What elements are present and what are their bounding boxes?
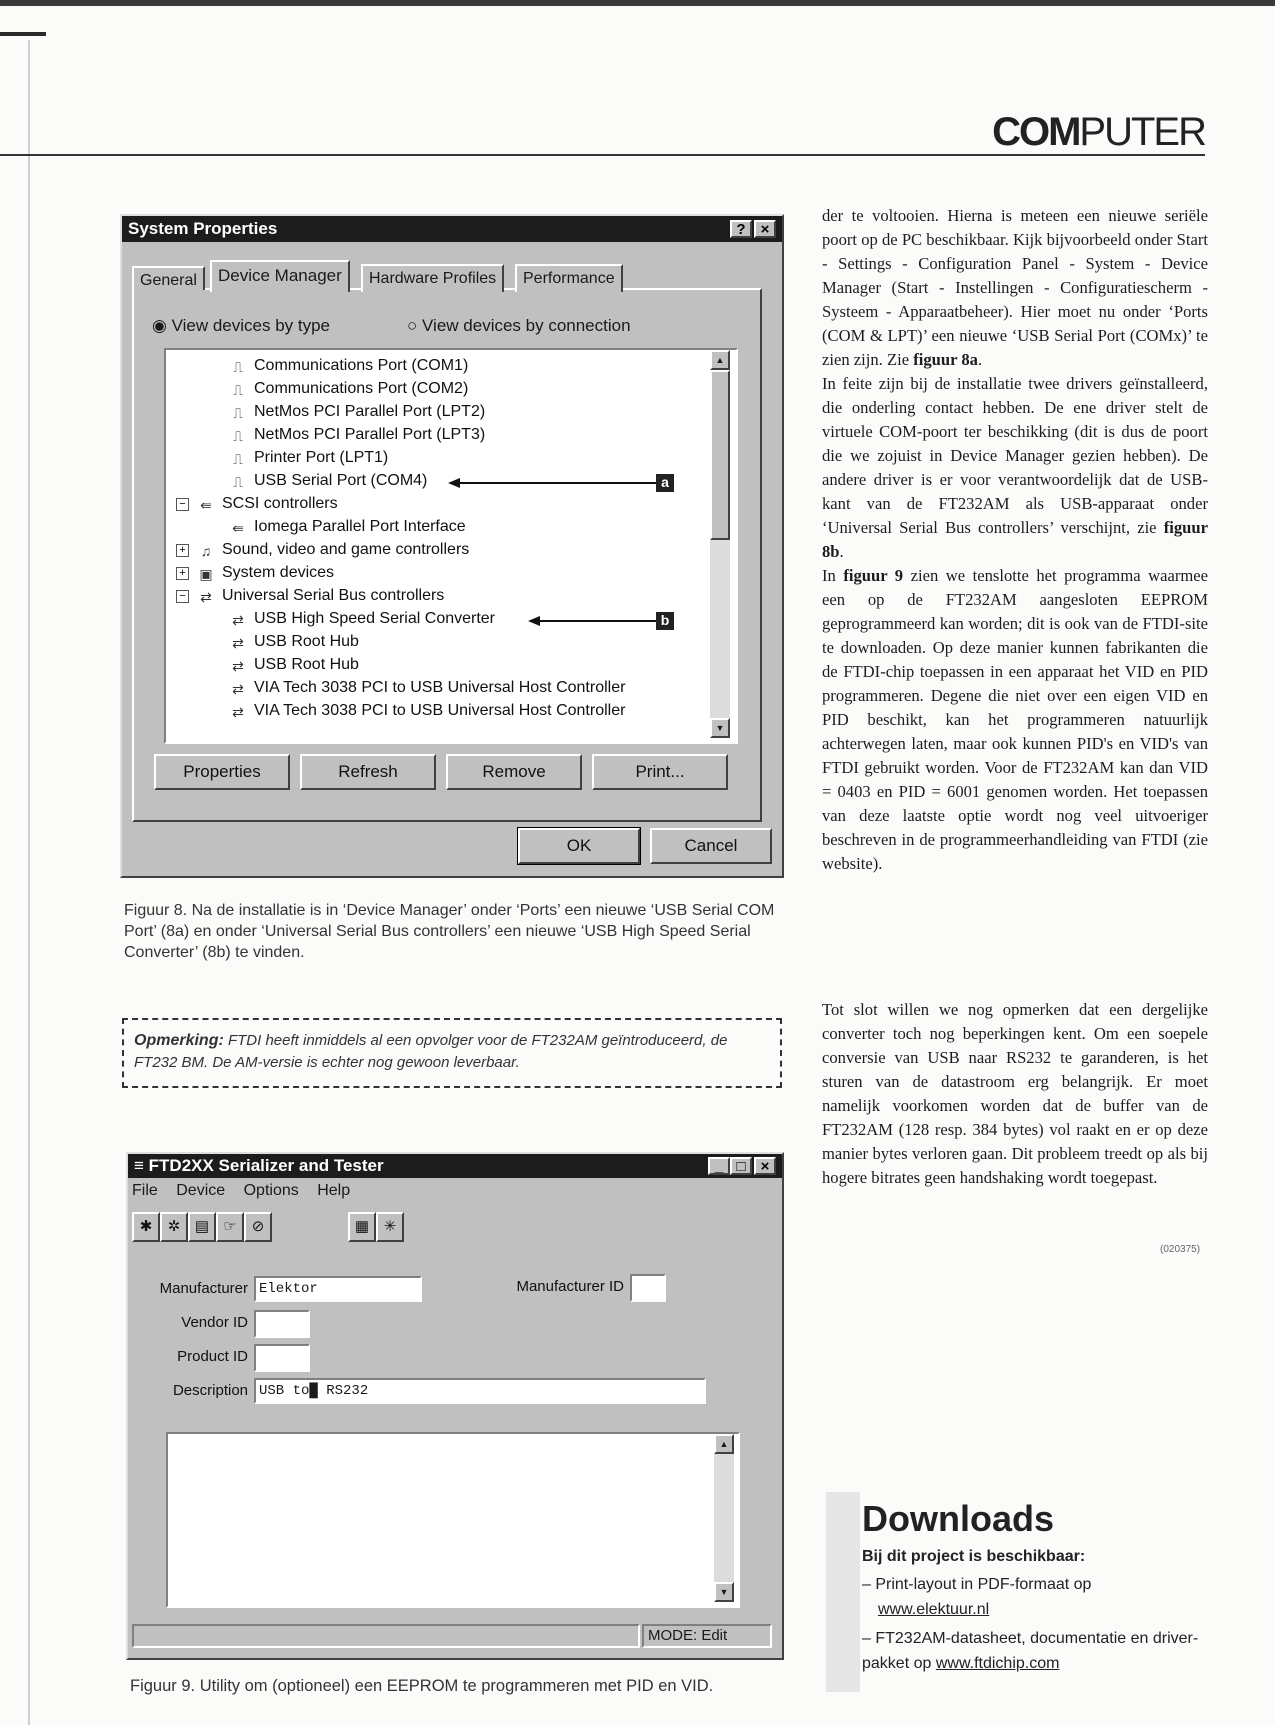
close-button[interactable]: ×	[754, 1157, 776, 1175]
print-button[interactable]: Print...	[592, 754, 728, 790]
output-textarea[interactable]	[166, 1432, 740, 1608]
tree-item-usb-controllers[interactable]: ⇄ Universal Serial Bus controllers	[196, 586, 444, 606]
port-icon: ⎍	[233, 451, 243, 467]
radio-view-by-type[interactable]	[152, 316, 330, 336]
status-bar-left	[132, 1624, 640, 1648]
toolbar	[132, 1212, 772, 1244]
page-binding-edge	[28, 40, 30, 1725]
port-icon: ⎍	[233, 428, 243, 444]
scroll-up-button[interactable]: ▲	[714, 1434, 734, 1454]
tree-item-usb-converter[interactable]: ⇄ USB High Speed Serial Converter	[228, 609, 495, 629]
manufacturer-label: Manufacturer	[159, 1280, 248, 1297]
tab-device-manager[interactable]: Device Manager	[210, 260, 350, 292]
port-icon: ⎍	[233, 382, 243, 398]
tree-item-usb-serial-port[interactable]: ⎍ USB Serial Port (COM4)	[228, 471, 427, 491]
scroll-down-button[interactable]: ▼	[714, 1582, 734, 1602]
downloads-band	[826, 1492, 860, 1692]
refresh-button[interactable]: Refresh	[300, 754, 436, 790]
download-item: – Print-layout in PDF-formaat op www.elektuur.nl	[862, 1576, 1092, 1618]
ok-button[interactable]: OK	[518, 828, 640, 864]
tool-read-icon[interactable]: ▦	[348, 1212, 376, 1242]
article-paragraph: Tot slot willen we nog opmerken dat een dergelijke converter toch nog beperkingen kent. Om een soepele conversie van USB naar RS232 te garanderen, is het sturen van de datastroom erg belangrijk. Er moet namelijk voorkomen worden dat de buffer van de FT232AM (128 resp. 384 bytes) vol raakt en er op deze manier bytes verloren gaan. Dit probleem treedt op als bij hogere bitrates geen handshaking wordt toegepast.	[822, 1000, 1208, 1187]
page-top-bar	[0, 0, 1275, 6]
window-title: System Properties	[128, 219, 278, 238]
expand-toggle[interactable]: +	[176, 544, 189, 557]
expand-toggle[interactable]: +	[176, 567, 189, 580]
radio-connection-label: View devices by connection	[422, 316, 631, 335]
article-column-closing	[822, 998, 1208, 1190]
remark-text: FTDI heeft inmiddels al een opvolger voor de FT232AM geïntroduceerd, de FT232 BM. De AM-versie is echter nog gewoon leverbaar.	[134, 1032, 728, 1071]
section-brand: COMPUTER	[992, 110, 1205, 154]
header-rule	[0, 154, 1205, 156]
tree-item[interactable]: ⎍ Communications Port (COM2)	[228, 379, 468, 399]
vertical-scrollbar[interactable]	[710, 350, 730, 738]
tool-program-icon[interactable]: ▤	[188, 1212, 216, 1242]
ftdichip-link[interactable]: www.ftdichip.com	[935, 1655, 1060, 1672]
cancel-button[interactable]: Cancel	[650, 828, 772, 864]
scroll-down-button[interactable]: ▼	[710, 718, 730, 738]
radio-type-label: View devices by type	[171, 316, 331, 335]
article-paragraph: In feite zijn bij de installatie twee drivers geïnstalleerd, die onderling contact hebben. De ene driver stelt de virtuele COM-poort ter beschikking (dit is dus de poort die we zojuist in Device Manager gezien hebben). De andere driver is er voor verantwoordelijk dat de USB-kant van de FT232AM als USB-apparaat onder ‘Universal Serial Bus controllers’ verschijnt, zie figuur 8b.	[822, 374, 1208, 561]
tree-item[interactable]: ⇄ USB Root Hub	[228, 655, 359, 675]
product-id-field[interactable]	[254, 1344, 310, 1372]
vertical-scrollbar[interactable]	[714, 1434, 734, 1602]
collapse-toggle[interactable]: −	[176, 590, 189, 603]
callout-a-line	[458, 482, 656, 484]
tab-hardware-profiles[interactable]: Hardware Profiles	[361, 264, 504, 292]
remark-box	[122, 1018, 782, 1088]
menu-file[interactable]: File	[132, 1182, 158, 1199]
ftd2xx-window	[126, 1152, 784, 1660]
product-id-label: Product ID	[177, 1348, 248, 1365]
tool-stop-icon[interactable]: ⊘	[244, 1212, 272, 1242]
scroll-up-button[interactable]: ▲	[710, 350, 730, 370]
tab-general[interactable]: General	[132, 266, 205, 290]
help-button[interactable]: ?	[730, 220, 752, 238]
tree-item[interactable]: ⇄ VIA Tech 3038 PCI to USB Universal Host Controller	[228, 701, 625, 721]
vendor-id-field[interactable]	[254, 1310, 310, 1338]
tool-erase-icon[interactable]: ✳	[376, 1212, 404, 1242]
downloads-box	[826, 1492, 1206, 1692]
app-menu-icon: ≡	[134, 1156, 144, 1175]
usb-icon: ⇄	[232, 681, 244, 697]
callout-a: a	[656, 474, 674, 492]
minimize-button[interactable]: _	[708, 1157, 730, 1175]
tree-item[interactable]: ⇚ Iomega Parallel Port Interface	[228, 517, 466, 537]
menu-options[interactable]: Options	[243, 1182, 299, 1199]
properties-button[interactable]: Properties	[154, 754, 290, 790]
usb-icon: ⇄	[232, 658, 244, 674]
computer-icon: ▣	[199, 566, 213, 582]
article-column	[822, 204, 1208, 876]
tool-open-icon[interactable]: ✱	[132, 1212, 160, 1242]
tree-item[interactable]: ⇄ VIA Tech 3038 PCI to USB Universal Host Controller	[228, 678, 625, 698]
manufacturer-id-field[interactable]	[630, 1274, 666, 1302]
usb-icon: ⇄	[232, 635, 244, 651]
figure-8-caption: Figuur 8. Na de installatie is in ‘Device Manager’ onder ‘Ports’ een nieuwe ‘USB Serial COM Port’ (8a) en onder ‘Universal Serial Bus controllers’ een nieuwe ‘USB High Speed Serial Converter’ (8b) te vinden.	[124, 902, 775, 961]
scsi-icon: ⇚	[200, 497, 212, 513]
maximize-button[interactable]: □	[730, 1157, 752, 1175]
vendor-id-label: Vendor ID	[181, 1314, 248, 1331]
tree-item[interactable]: ⎍ Communications Port (COM1)	[228, 356, 468, 376]
port-icon: ⎍	[233, 359, 243, 375]
menu-help[interactable]: Help	[317, 1182, 351, 1199]
port-icon: ⎍	[233, 474, 243, 490]
callout-b-line	[538, 620, 656, 622]
collapse-toggle[interactable]: −	[176, 498, 189, 511]
remark-label: Opmerking:	[134, 1032, 224, 1049]
title-bar	[122, 216, 782, 242]
remove-button[interactable]: Remove	[446, 754, 582, 790]
manufacturer-id-label: Manufacturer ID	[516, 1278, 624, 1295]
close-button[interactable]: ×	[754, 220, 776, 238]
radio-view-by-connection[interactable]	[407, 316, 631, 336]
scsi-icon: ⇚	[232, 520, 244, 536]
tab-performance[interactable]: Performance	[515, 264, 623, 292]
tree-item-sound[interactable]: ♫ Sound, video and game controllers	[196, 540, 469, 560]
description-field[interactable]: USB to█ RS232	[254, 1378, 706, 1404]
article-paragraph: der te voltooien. Hierna is meteen een nieuwe seriële poort op de PC beschikbaar. Kijk bijvoorbeeld onder Start - Settings - Configuration Panel - System - Device Manager (Start - Instellingen - Configuratiescherm - Systeem - Apparaatbeheer). Hier moet nu onder ‘Ports (COM & LPT)’ een nieuwe ‘USB Serial Port (COMx)’ te zien zijn. Zie figuur 8a.	[822, 206, 1208, 369]
tree-item[interactable]: ⎍ Printer Port (LPT1)	[228, 448, 388, 468]
tree-item[interactable]: ⎍ NetMos PCI Parallel Port (LPT2)	[228, 402, 485, 422]
figure-9-caption: Figuur 9. Utility om (optioneel) een EEPROM te programmeren met PID en VID.	[130, 1677, 714, 1695]
radio-unselected-icon: ○	[407, 316, 418, 335]
title-bar	[128, 1154, 782, 1178]
port-icon: ⎍	[233, 405, 243, 421]
elektuur-link[interactable]: www.elektuur.nl	[878, 1601, 990, 1618]
radio-selected-icon: ◉	[152, 316, 167, 335]
downloads-title: Downloads	[862, 1498, 1055, 1539]
menu-bar	[132, 1182, 350, 1200]
menu-device[interactable]: Device	[176, 1182, 226, 1199]
tree-item-system[interactable]: ▣ System devices	[196, 563, 334, 583]
tree-item[interactable]: ⇄ USB Root Hub	[228, 632, 359, 652]
manufacturer-field[interactable]: Elektor	[254, 1276, 422, 1302]
usb-icon: ⇄	[200, 589, 212, 605]
status-mode: MODE: Edit	[642, 1624, 772, 1648]
usb-icon: ⇄	[232, 612, 244, 628]
tree-item[interactable]: ⎍ NetMos PCI Parallel Port (LPT3)	[228, 425, 485, 445]
usb-icon: ⇄	[232, 704, 244, 720]
speaker-icon: ♫	[200, 543, 212, 559]
system-properties-window	[120, 214, 784, 878]
scroll-thumb[interactable]	[710, 370, 730, 540]
page-corner-mark	[0, 32, 46, 36]
tool-pointer-icon[interactable]: ☞	[216, 1212, 244, 1242]
downloads-subtitle: Bij dit project is beschikbaar:	[862, 1548, 1086, 1565]
callout-b: b	[656, 612, 674, 630]
tree-item-scsi[interactable]: ⇚ SCSI controllers	[196, 494, 338, 514]
device-tree[interactable]	[164, 348, 738, 744]
window-title: FTD2XX Serializer and Tester	[148, 1156, 384, 1175]
article-paragraph: In figuur 9 zien we tenslotte het programma waarmee een op de FT232AM aangesloten EEPROM geprogrammeerd kan worden; dit is ook van de FTDI-site te downloaden. Op deze manier kunnen fabrikanten die de FTDI-chip toepassen in een apparaat het VID en PID programmeren. Degene die niet over een eigen VID en PID beschikt, kan het programmeren natuurlijk achterwegen laten, maar ook kunnen PID's en VID's van FTDI gebruikt worden. Voor de FT232AM kan dan VID = 0403 en PID = 6001 genomen worden. Het toepassen van deze laatste optie wordt nog veel uitvoeriger beschreven in de programmeerhandleiding van FTDI (zie website).	[822, 566, 1208, 873]
description-label: Description	[172, 1382, 248, 1399]
article-reference: (020375)	[1160, 1244, 1201, 1255]
tool-close-icon[interactable]: ✲	[160, 1212, 188, 1242]
download-item: – FT232AM-datasheet, documentatie en driver-pakket op www.ftdichip.com	[862, 1630, 1199, 1672]
